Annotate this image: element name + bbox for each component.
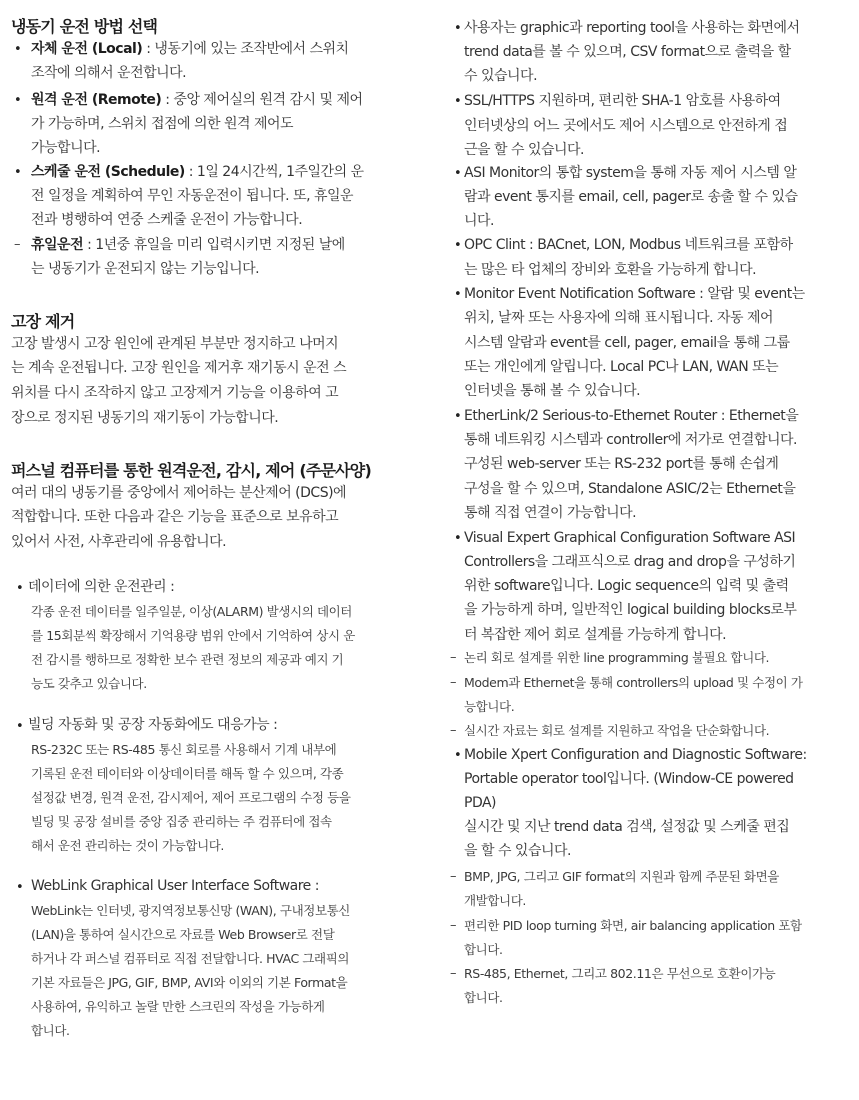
weblink-line-1: WebLink는 인터넷, 광지역정보통신망 (WAN), 구내정보통신 (31, 903, 350, 918)
opc-client-line-2: 는 많은 타 업체의 장비와 호환을 가능하게 합니다. (464, 262, 757, 278)
bullet-icon: • (454, 238, 462, 253)
weblink-line-6: 합니다. (31, 1023, 70, 1038)
dash-icon: – (450, 675, 457, 690)
graphic-reporting-line-1: 사용자는 graphic과 reporting tool을 사용하는 화면에서 (464, 20, 800, 36)
building-automation-line-3: 설정값 변경, 원격 운전, 감시제어, 제어 프로그램의 수정 등을 (31, 790, 351, 805)
data-management-line-4: 능도 갖추고 있습니다. (31, 676, 147, 691)
mobile-xpert-line-1: Mobile Xpert Configuration and Diagnostic Software: (464, 747, 807, 763)
event-notification-line-4: 또는 개인에게 알립니다. Local PC나 LAN, WAN 또는 (464, 359, 779, 375)
visual-expert-line-4: 을 가능하게 하며, 일반적인 logical building blocks로부 (464, 602, 797, 618)
remote-pc-line-2: 적합합니다. 또한 다음과 같은 기능을 표준으로 보유하고 (11, 509, 339, 525)
schedule-mode-line-1: 스케줄 운전 (Schedule) : 1일 24시간씩, 1주일간의 운 (31, 164, 364, 180)
visual-expert-line-3: 위한 software입니다. Logic sequence의 입력 및 출력 (464, 578, 789, 594)
bullet-icon: • (16, 581, 24, 596)
building-automation-line-2: 기록된 운전 테이터와 이상데이터를 해독 할 수 있으며, 각종 (31, 766, 344, 781)
data-management-heading: 데이터에 의한 운전관리 : (28, 579, 175, 595)
remote-mode-line-1: 원격 운전 (Remote) : 중앙 제어실의 원격 감시 및 제어 (31, 92, 363, 108)
mobile-xpert-line-4: 실시간 및 지난 trend data 검색, 설정값 및 스케줄 편집 (464, 819, 790, 835)
opc-client-line-1: OPC Clint : BACnet, LON, Modbus 네트워크를 포함하 (464, 237, 793, 253)
mobile-xpert-line-2: Portable operator tool입니다. (Window-CE powered (464, 771, 794, 787)
schedule-mode-line-3: 전과 병행하여 연중 스케줄 운전이 가능합니다. (31, 212, 303, 228)
building-automation-line-1: RS-232C 또는 RS-485 통신 회로를 사용해서 기계 내부에 (31, 742, 337, 757)
local-mode-line-2: 조작에 의해서 운전합니다. (31, 65, 187, 81)
bullet-icon: • (454, 748, 462, 763)
mobile-xpert-note-3-line-2: 합니다. (464, 990, 503, 1005)
mobile-xpert-line-5: 을 할 수 있습니다. (464, 843, 571, 859)
event-notification-line-1: Monitor Event Notification Software : 알람 및 event는 (464, 286, 805, 302)
local-mode-line-1: 자체 운전 (Local) : 냉동기에 있는 조작반에서 스위치 (31, 41, 349, 57)
dash-icon: – (450, 723, 457, 738)
asi-monitor-line-1: ASI Monitor의 통합 system을 통해 자동 제어 시스템 알 (464, 165, 797, 181)
remote-mode-line-3: 가능합니다. (31, 140, 101, 156)
mobile-xpert-note-2-line-1: 편리한 PID loop turning 화면, air balancing application 포함 (464, 918, 802, 933)
holiday-mode-line-2: 는 냉동기가 운전되지 않는 기능입니다. (31, 261, 260, 277)
building-automation-line-4: 빌딩 및 공장 설비를 중앙 집중 관리하는 주 컴퓨터에 접속 (31, 814, 332, 829)
mobile-xpert-line-3: PDA) (464, 795, 497, 811)
visual-expert-note-2-line-1: Modem과 Ethernet을 통해 controllers의 upload 및 수정이 가 (464, 675, 803, 690)
asi-monitor-line-2: 람과 event 통지를 email, cell, pager로 송출 할 수 있습 (464, 189, 798, 205)
visual-expert-note-2-line-2: 능합니다. (464, 699, 515, 714)
bullet-icon: • (454, 287, 462, 302)
dash-icon: – (450, 918, 457, 933)
visual-expert-line-1: Visual Expert Graphical Configuration Software ASI (464, 530, 796, 546)
bullet-icon: • (16, 880, 24, 895)
visual-expert-note-3: 실시간 자료는 회로 설계를 지원하고 작업을 단순화합니다. (464, 723, 770, 738)
bullet-icon: • (16, 719, 24, 734)
visual-expert-note-1: 논리 회로 설계를 위한 line programming 불필요 합니다. (464, 650, 770, 665)
bullet-icon: • (454, 94, 462, 109)
bullet-icon: • (14, 93, 22, 108)
section-title-fault-clear: 고장 제거 (11, 312, 75, 331)
bullet-icon: • (14, 42, 22, 57)
mobile-xpert-note-2-line-2: 합니다. (464, 942, 503, 957)
event-notification-line-2: 위치, 날짜 또는 사용자에 의해 표시됩니다. 자동 제어 (464, 310, 774, 326)
section-title-operation-mode: 냉동기 운전 방법 선택 (11, 17, 158, 36)
holiday-mode-line-1: 휴일운전 : 1년중 휴일을 미리 입력시키면 지정된 날에 (31, 237, 345, 253)
etherlink-line-1: EtherLink/2 Serious-to-Ethernet Router : Ethernet을 (464, 408, 799, 424)
bullet-icon: • (454, 409, 462, 424)
dash-icon: – (450, 966, 457, 981)
etherlink-line-2: 통해 네트워킹 시스템과 controller에 저가로 연결합니다. (464, 432, 797, 448)
graphic-reporting-line-3: 수 있습니다. (464, 68, 538, 84)
weblink-line-5: 사용하여, 유익하고 놀랄 만한 스크린의 작성을 가능하게 (31, 999, 325, 1014)
data-management-line-1: 각종 운전 데이터를 일주일분, 이상(ALARM) 발생시의 데이터 (31, 604, 352, 619)
fault-clear-line-4: 장으로 정지된 냉동기의 재기동이 가능합니다. (11, 410, 279, 426)
bullet-icon: • (454, 21, 462, 36)
bullet-icon: • (454, 531, 462, 546)
remote-mode-line-2: 가 가능하며, 스위치 접점에 의한 원격 제어도 (31, 116, 294, 132)
dash-icon: – (14, 237, 21, 252)
graphic-reporting-line-2: trend data를 볼 수 있으며, CSV format으로 출력을 할 (464, 44, 791, 60)
mobile-xpert-note-1-line-2: 개발합니다. (464, 893, 526, 908)
weblink-heading: WebLink Graphical User Interface Software : (31, 878, 319, 894)
building-automation-heading: 빌딩 자동화 및 공장 자동화에도 대응가능 : (28, 717, 278, 733)
ssl-https-line-2: 인터넷상의 어느 곳에서도 제어 시스템으로 안전하게 접 (464, 118, 788, 134)
etherlink-line-3: 구성된 web-server 또는 RS-232 port를 통해 손쉽게 (464, 456, 779, 472)
mobile-xpert-note-3-line-1: RS-485, Ethernet, 그리고 802.11은 무선으로 호환이가능 (464, 966, 776, 981)
data-management-line-2: 를 15회분씩 확장해서 기억용량 범위 안에서 기억하여 상시 운 (31, 628, 355, 643)
mobile-xpert-note-1-line-1: BMP, JPG, 그리고 GIF format의 지원과 함께 주문된 화면을 (464, 869, 779, 884)
bullet-icon: • (454, 166, 462, 181)
fault-clear-line-2: 는 계속 운전됩니다. 고장 원인을 제거후 재기동시 운전 스 (11, 360, 347, 376)
schedule-mode-line-2: 전 일정을 계획하여 무인 자동운전이 됩니다. 또, 휴일운 (31, 188, 354, 204)
visual-expert-line-5: 터 복잡한 제어 회로 설계를 가능하게 합니다. (464, 627, 727, 643)
bullet-icon: • (14, 165, 22, 180)
dash-icon: – (450, 869, 457, 884)
visual-expert-line-2: Controllers을 그래프식으로 drag and drop을 구성하기 (464, 554, 796, 570)
etherlink-line-5: 통해 직접 연결이 가능합니다. (464, 505, 637, 521)
weblink-line-4: 기본 자료들은 JPG, GIF, BMP, AVI와 이외의 기본 Format을 (31, 975, 348, 990)
section-title-remote-pc: 퍼스널 컴퓨터를 통한 원격운전, 감시, 제어 (주문사양) (11, 461, 371, 480)
building-automation-line-5: 해서 운전 관리하는 것이 가능합니다. (31, 838, 224, 853)
ssl-https-line-3: 근을 할 수 있습니다. (464, 142, 584, 158)
ssl-https-line-1: SSL/HTTPS 지원하며, 편리한 SHA-1 암호를 사용하여 (464, 93, 781, 109)
data-management-line-3: 전 감시를 행하므로 정확한 보수 관련 정보의 제공과 예지 기 (31, 652, 344, 667)
asi-monitor-line-3: 니다. (464, 213, 494, 229)
fault-clear-line-1: 고장 발생시 고장 원인에 관계된 부분만 정지하고 나머지 (11, 336, 339, 352)
dash-icon: – (450, 650, 457, 665)
weblink-line-2: (LAN)을 통하여 실시간으로 자료를 Web Browser로 전달 (31, 927, 335, 942)
remote-pc-line-3: 있어서 사전, 사후관리에 유용합니다. (11, 534, 227, 550)
event-notification-line-5: 인터넷을 통해 볼 수 있습니다. (464, 383, 641, 399)
event-notification-line-3: 시스템 알람과 event를 cell, pager, email을 통해 그룹 (464, 335, 790, 351)
etherlink-line-4: 구성을 할 수 있으며, Standalone ASIC/2는 Ethernet을 (464, 481, 796, 497)
weblink-line-3: 하거나 각 퍼스널 컴퓨터로 직접 전달합니다. HVAC 그래픽의 (31, 951, 350, 966)
fault-clear-line-3: 위치를 다시 조작하지 않고 고장제거 기능을 이용하여 고 (11, 385, 339, 401)
remote-pc-line-1: 여러 대의 냉동기를 중앙에서 제어하는 분산제어 (DCS)에 (11, 485, 347, 501)
